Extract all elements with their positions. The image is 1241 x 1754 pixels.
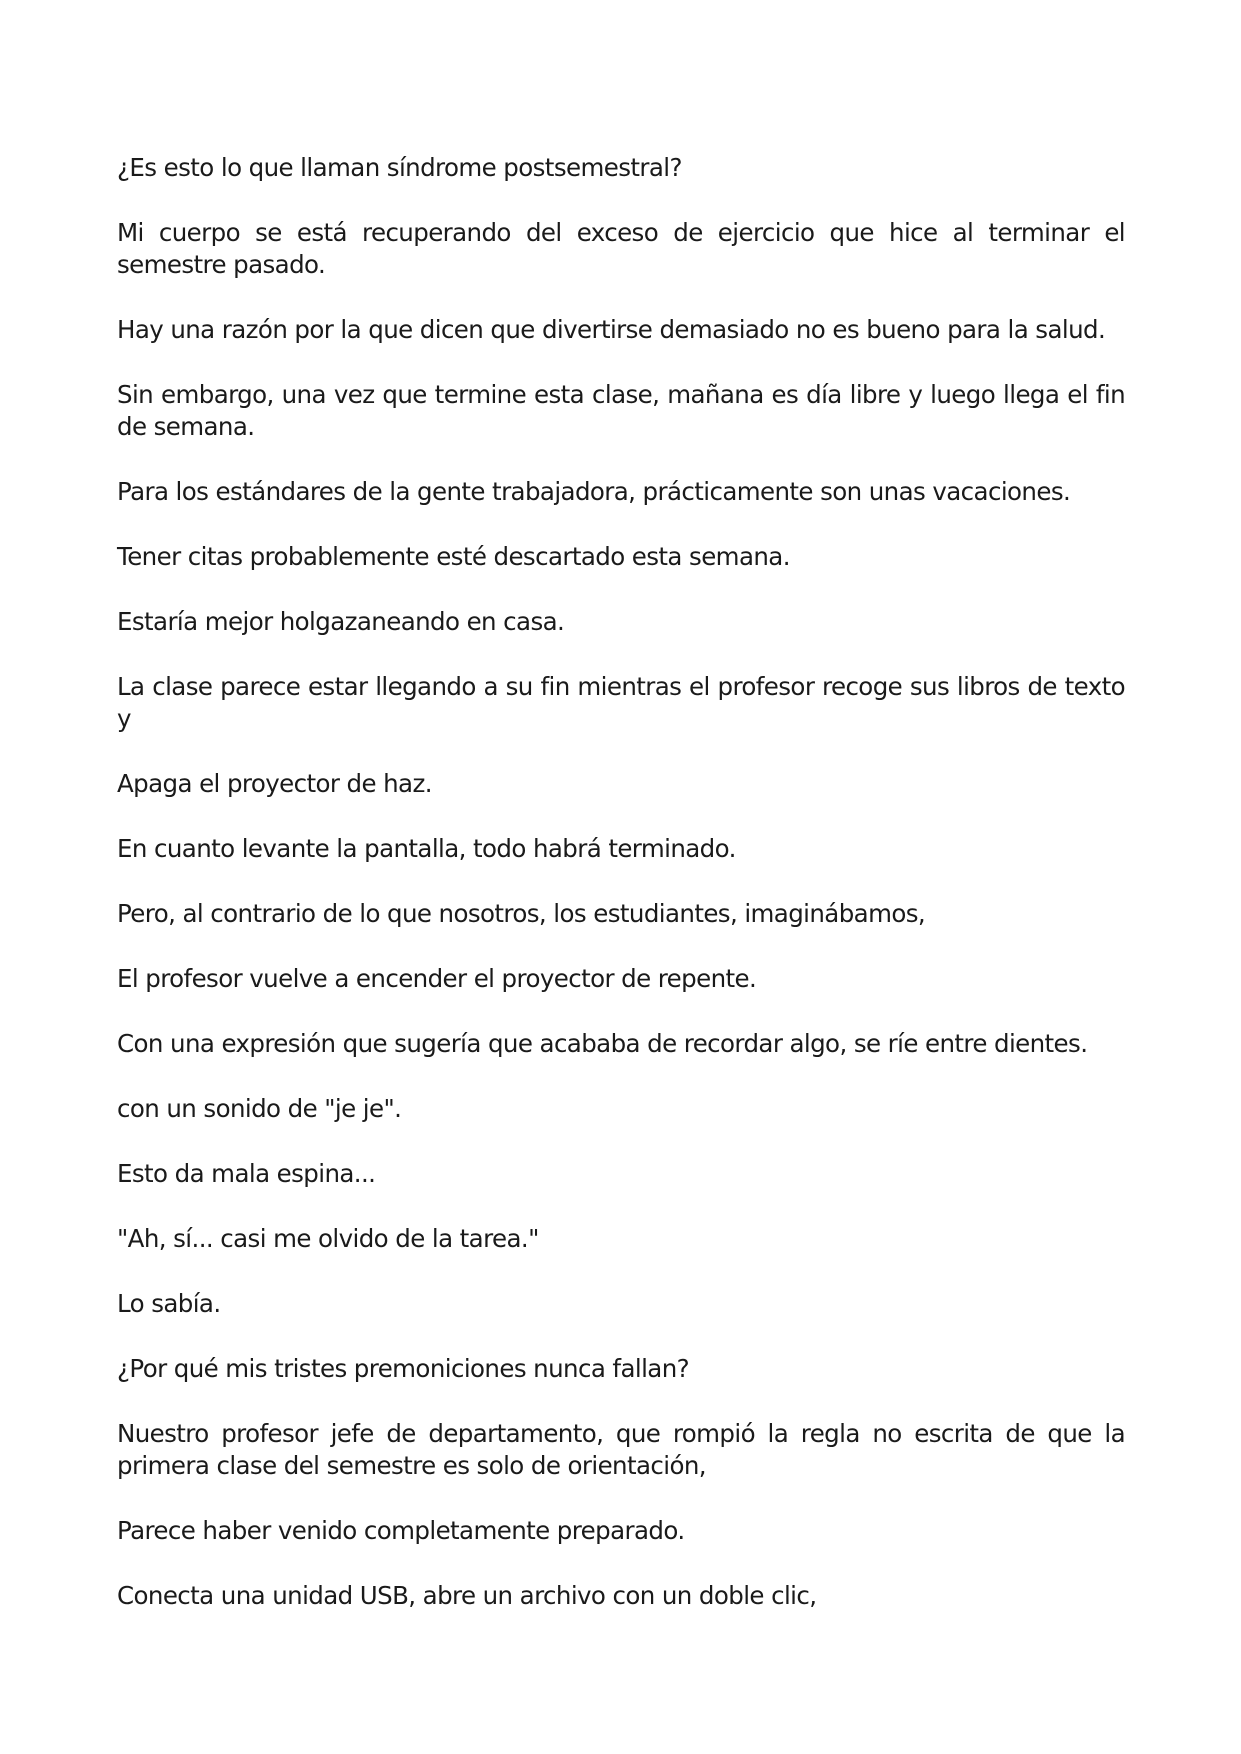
paragraph: "Ah, sí... casi me olvido de la tarea." — [117, 1224, 539, 1253]
paragraph: Pero, al contrario de lo que nosotros, los estudiantes, imaginábamos, — [117, 899, 926, 928]
paragraph: ¿Por qué mis tristes premoniciones nunca fallan? — [117, 1354, 690, 1383]
paragraph: Para los estándares de la gente trabajadora, prácticamente son unas vacaciones. — [117, 477, 1071, 506]
paragraph: ¿Es esto lo que llaman síndrome postsemestral? — [117, 153, 682, 182]
paragraph: La clase parece estar llegando a su fin mientras el profesor recoge sus libros de texto y — [117, 672, 1125, 733]
paragraph: Estaría mejor holgazaneando en casa. — [117, 607, 565, 636]
paragraph: Lo sabía. — [117, 1289, 221, 1318]
paragraph: Esto da mala espina... — [117, 1159, 376, 1188]
paragraph: Mi cuerpo se está recuperando del exceso de ejercicio que hice al terminar el semestre pasado. — [117, 218, 1125, 279]
paragraph: Parece haber venido completamente preparado. — [117, 1516, 685, 1545]
paragraph: Sin embargo, una vez que termine esta clase, mañana es día libre y luego llega el fin de semana. — [117, 380, 1125, 441]
paragraph: El profesor vuelve a encender el proyector de repente. — [117, 964, 757, 993]
paragraph: Hay una razón por la que dicen que divertirse demasiado no es bueno para la salud. — [117, 315, 1106, 344]
paragraph: Nuestro profesor jefe de departamento, que rompió la regla no escrita de que la primera clase del semestre es solo de orientación, — [117, 1419, 1125, 1480]
paragraph: Apaga el proyector de haz. — [117, 769, 432, 798]
paragraph: Conecta una unidad USB, abre un archivo con un doble clic, — [117, 1581, 817, 1610]
paragraph: Tener citas probablemente esté descartado esta semana. — [117, 542, 790, 571]
paragraph: En cuanto levante la pantalla, todo habrá terminado. — [117, 834, 736, 863]
document-body — [117, 152, 1125, 1612]
paragraph: Con una expresión que sugería que acababa de recordar algo, se ríe entre dientes. — [117, 1029, 1088, 1058]
paragraph: con un sonido de "je je". — [117, 1094, 402, 1123]
